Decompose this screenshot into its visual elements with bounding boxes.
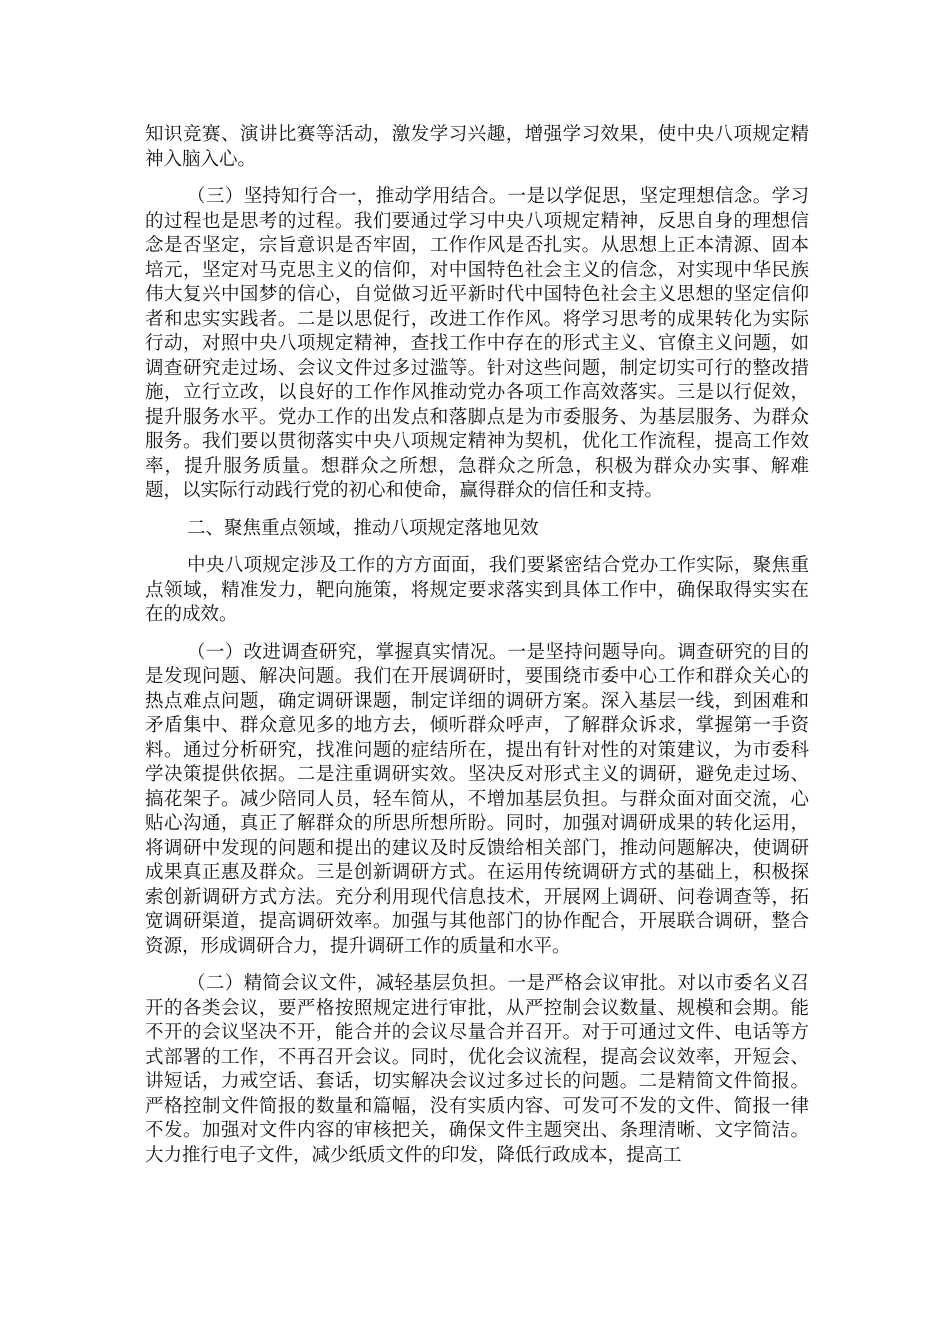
paragraph-continuation: 知识竞赛、演讲比赛等活动，激发学习兴趣，增强学习效果，使中央八项规定精神入脑入心。 bbox=[145, 124, 809, 170]
paragraph-section-3: （三）坚持知行合一，推动学用结合。一是以学促思，坚定理想信念。学习的过程也是思考的过程。我们要通过学习中央八项规定精神，反思自身的理想信念是否坚定，宗旨意识是否牢固，工作作风是否扎实。从思想上正本清源、固本培元，坚定对马克思主义的信仰，对中国特色社会主义的信念，对实现中华民族伟大复兴中国梦的信心，自觉做习近平新时代中国特色社会主义思想的坚定信仰者和忠实实践者。二是以思促行，改进工作作风。将学习思考的成果转化为实际行动，对照中央八项规定精神，查找工作中存在的形式主义、官僚主义问题，如调查研究走过场、会议文件过多过滥等。针对这些问题，制定切实可行的整改措施，立行立改，以良好的工作作风推动党办各项工作高效落实。三是以行促效，提升服务水平。党办工作的出发点和落脚点是为市委服务、为基层服务、为群众服务。我们要以贯彻落实中央八项规定精神为契机，优化工作流程，提高工作效率，提升服务质量。想群众之所想，急群众之所急，积极为群众办实事、解难题，以实际行动践行党的初心和使命，赢得群众的信任和支持。 bbox=[145, 186, 809, 501]
section-heading-2: 二、聚焦重点领域，推动八项规定落地见效 bbox=[187, 517, 539, 539]
paragraph-subsection-1: （一）改进调查研究，掌握真实情况。一是坚持问题导向。调查研究的目的是发现问题、解决问题。我们在开展调研时，要围绕市委中心工作和群众关心的热点难点问题，确定调研课题，制定详细的调研方案。深入基层一线，到困难和矛盾集中、群众意见多的地方去，倾听群众呼声，了解群众诉求，掌握第一手资料。通过分析研究，找准问题的症结所在，提出有针对性的对策建议，为市委科学决策提供依据。二是注重调研实效。坚决反对形式主义的调研，避免走过场、搞花架子。减少陪同人员，轻车简从，不增加基层负担。与群众面对面交流，心贴心沟通，真正了解群众的所思所想所盼。同时，加强对调研成果的转化运用，将调研中发现的问题和提出的建议及时反馈给相关部门，推动问题解决，使调研成果真正惠及群众。三是创新调研方式。在运用传统调研方式的基础上，积极探索创新调研方式方法。充分利用现代信息技术，开展网上调研、问卷调查等，拓宽调研渠道，提高调研效率。加强与其他部门的协作配合，开展联合调研，整合资源，形成调研合力，提升调研工作的质量和水平。 bbox=[145, 641, 809, 957]
document-body bbox=[145, 123, 809, 1181]
paragraph-intro-2: 中央八项规定涉及工作的方方面面，我们要紧密结合党办工作实际，聚焦重点领域，精准发力，靶向施策，将规定要求落实到具体工作中，确保取得实实在在的成效。 bbox=[145, 555, 809, 625]
paragraph-subsection-2: （二）精简会议文件，减轻基层负担。一是严格会议审批。对以市委名义召开的各类会议，要严格按照规定进行审批，从严控制会议数量、规模和会期。能不开的会议坚决不开，能合并的会议尽量合并召开。对于可通过文件、电话等方式部署的工作，不再召开会议。同时，优化会议流程，提高会议效率，开短会、讲短话，力戒空话、套话，切实解决会议过多过长的问题。二是精简文件简报。严格控制文件简报的数量和篇幅，没有实质内容、可发可不发的文件、简报一律不发。加强对文件内容的审核把关，确保文件主题突出、条理清晰、文字简洁。大力推行电子文件，减少纸质文件的印发，降低行政成本，提高工 bbox=[145, 973, 809, 1166]
